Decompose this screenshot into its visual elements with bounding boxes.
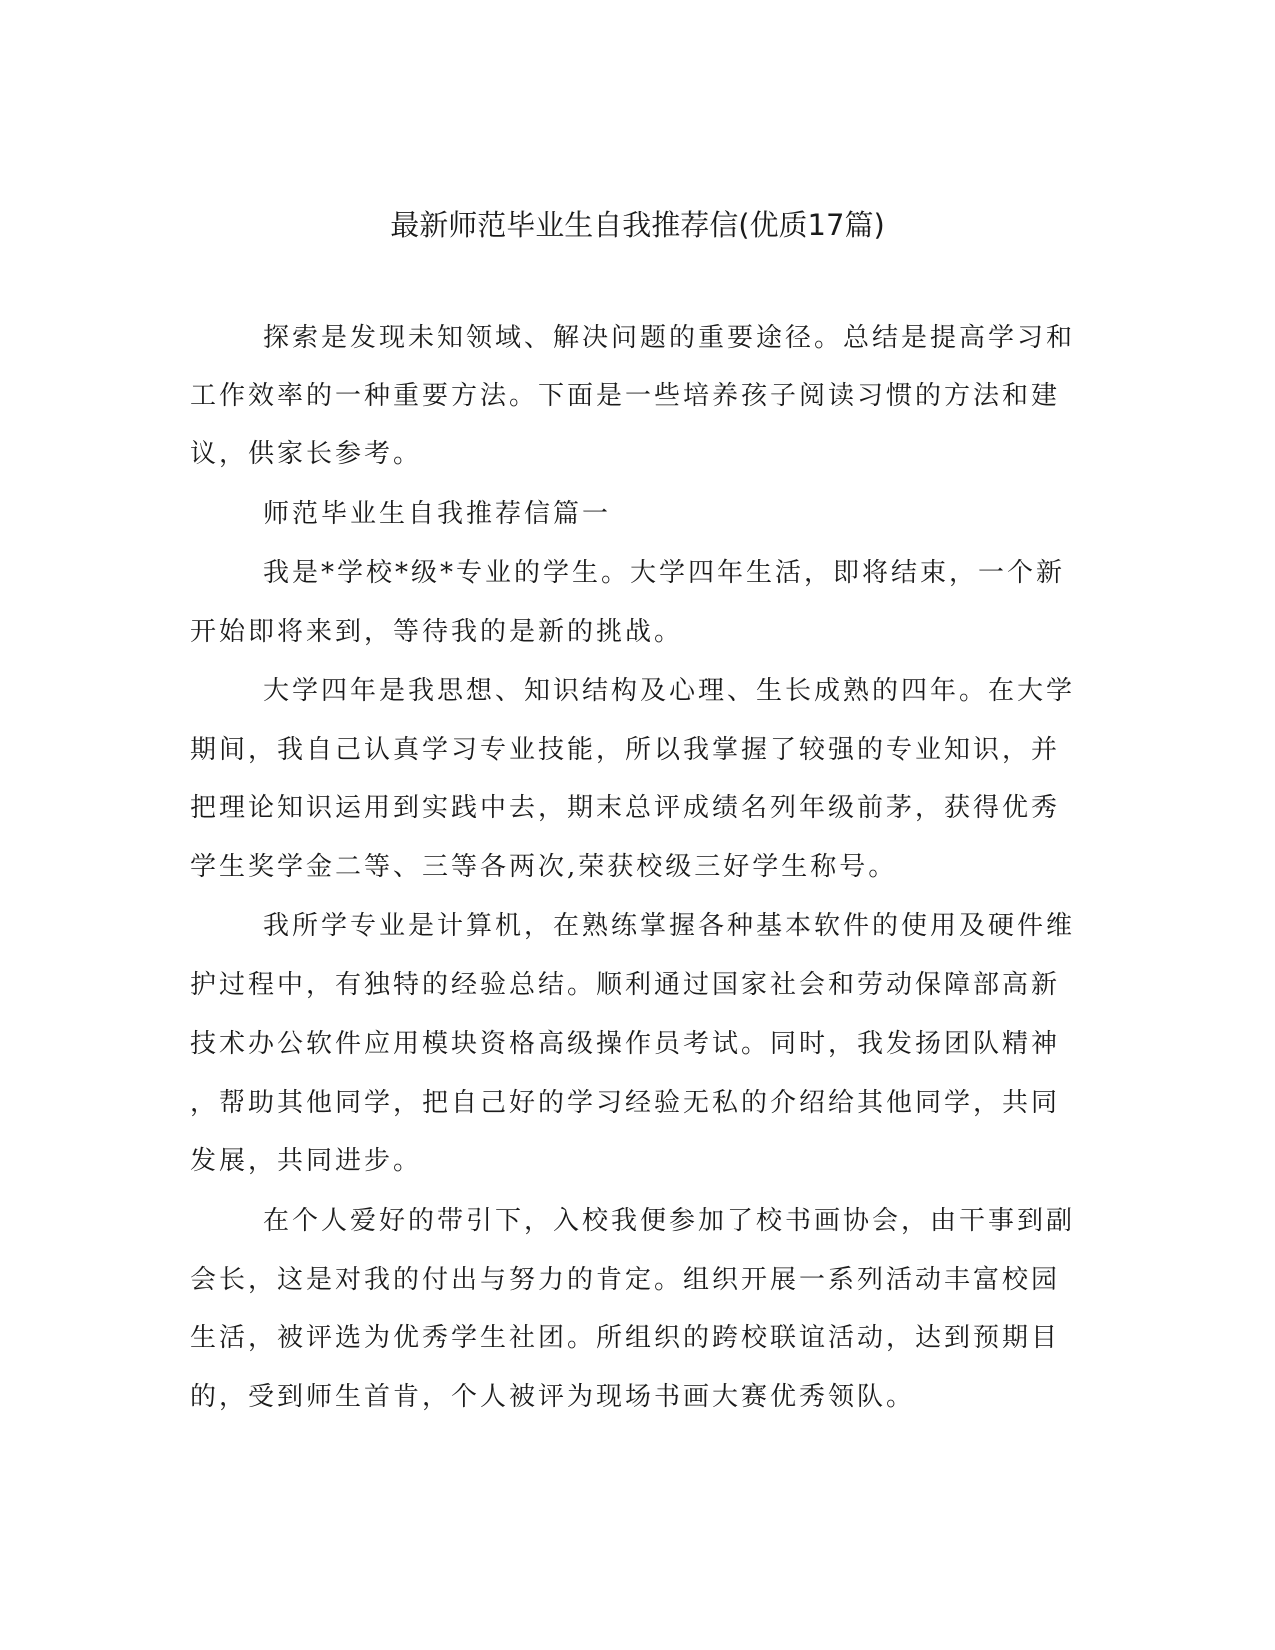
text-line: 的，受到师生首肯，个人被评为现场书画大赛优秀领队。 [190,1382,916,1412]
text-line: 护过程中，有独特的经验总结。顺利通过国家社会和劳动保障部高新 [190,970,1061,1000]
document-title: 最新师范毕业生自我推荐信(优质17篇) [390,208,885,242]
text-line: 发展，共同进步。 [190,1146,423,1176]
text-line: 学生奖学金二等、三等各两次,荣获校级三好学生称号。 [190,852,898,882]
section-heading: 师范毕业生自我推荐信篇一 [263,499,612,529]
text-line: 期间，我自己认真学习专业技能，所以我掌握了较强的专业知识，并 [190,735,1061,765]
text-line: 开始即将来到，等待我的是新的挑战。 [190,617,684,647]
text-line: 把理论知识运用到实践中去，期末总评成绩名列年级前茅，获得优秀 [190,793,1061,823]
text-line: 会长，这是对我的付出与努力的肯定。组织开展一系列活动丰富校园 [190,1265,1061,1295]
text-line: 探索是发现未知领域、解决问题的重要途径。总结是提高学习和 [263,323,1076,353]
text-line: 在个人爱好的带引下，入校我便参加了校书画协会，由干事到副 [263,1206,1076,1236]
text-line: 技术办公软件应用模块资格高级操作员考试。同时，我发扬团队精神 [190,1029,1061,1059]
text-line: 我所学专业是计算机，在熟练掌握各种基本软件的使用及硬件维 [263,911,1076,941]
text-line: 工作效率的一种重要方法。下面是一些培养孩子阅读习惯的方法和建 [190,381,1061,411]
text-line: 我是*学校*级*专业的学生。大学四年生活，即将结束，一个新 [263,558,1066,588]
text-line: 议，供家长参考。 [190,439,423,469]
text-line: 生活，被评选为优秀学生社团。所组织的跨校联谊活动，达到预期目 [190,1323,1061,1353]
text-line: ，帮助其他同学，把自己好的学习经验无私的介绍给其他同学，共同 [190,1088,1061,1118]
text-line: 大学四年是我思想、知识结构及心理、生长成熟的四年。在大学 [263,676,1076,706]
